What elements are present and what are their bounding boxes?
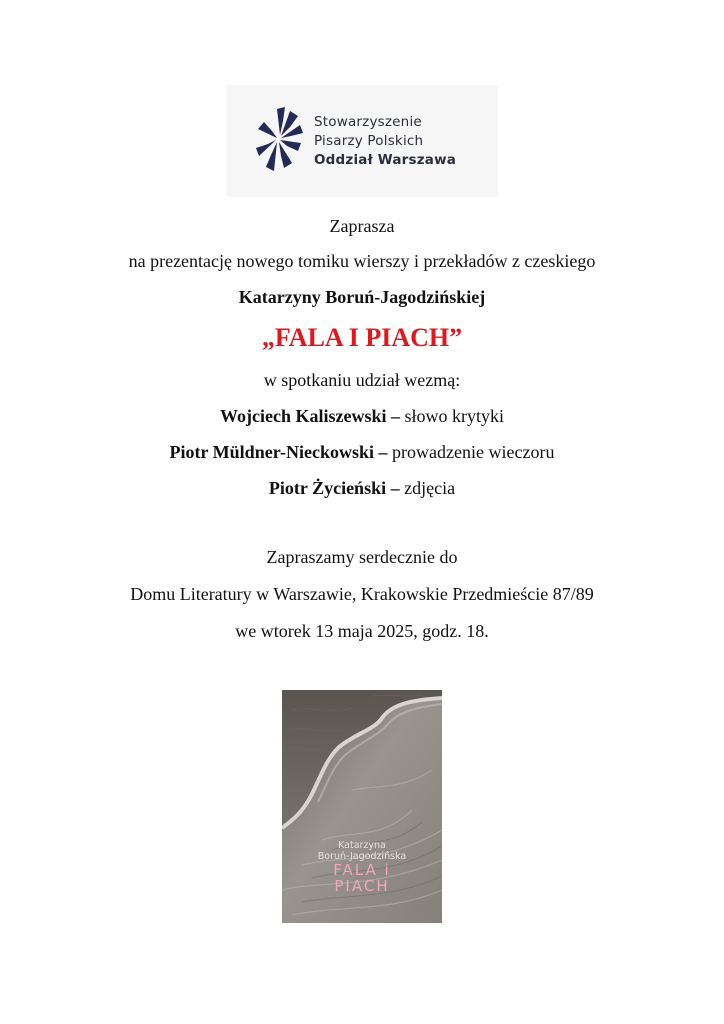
participant-separator: – bbox=[386, 406, 405, 426]
participant-role: słowo krytyki bbox=[404, 406, 504, 426]
association-logo bbox=[226, 85, 498, 197]
association-name bbox=[314, 113, 456, 170]
participant-role: prowadzenie wieczoru bbox=[392, 442, 555, 462]
participant-name: Piotr Müldner-Nieckowski bbox=[169, 442, 375, 462]
book-title: „FALA I PIACH” bbox=[261, 323, 463, 352]
book-cover-image bbox=[282, 690, 442, 923]
cover-title-line-2: PIACH bbox=[334, 877, 390, 895]
cover-author-line-1: Katarzyna bbox=[338, 840, 386, 851]
participant-name: Piotr Życieński bbox=[268, 478, 387, 498]
author-name: Katarzyny Boruń-Jagodzińskiej bbox=[238, 287, 486, 307]
association-star-icon bbox=[256, 107, 304, 173]
participant-line bbox=[0, 442, 724, 463]
participant-line bbox=[0, 406, 724, 427]
cover-author-line-2: Boruń-Jagodzińska bbox=[317, 851, 407, 862]
intro-text: Zaprasza bbox=[329, 216, 395, 236]
presentation-text: na prezentację nowego tomiku wierszy i przekładów z czeskiego bbox=[128, 251, 596, 271]
date-text: we wtorek 13 maja 2025, godz. 18. bbox=[235, 621, 489, 641]
venue-text: Domu Literatury w Warszawie, Krakowskie Przedmieście 87/89 bbox=[130, 584, 594, 604]
logo-line-3: Oddział Warszawa bbox=[314, 152, 457, 168]
participant-name: Wojciech Kaliszewski bbox=[220, 406, 387, 426]
logo-line-1: Stowarzyszenie bbox=[314, 114, 422, 130]
logo-line-2: Pisarzy Polskich bbox=[314, 133, 424, 149]
cover-title-line-1: FALA i bbox=[333, 861, 391, 879]
participant-separator: – bbox=[386, 478, 405, 498]
participant-line bbox=[0, 478, 724, 499]
participant-role: zdjęcia bbox=[404, 478, 456, 498]
participant-separator: – bbox=[374, 442, 393, 462]
welcome-text: Zapraszamy serdecznie do bbox=[266, 547, 458, 567]
participants-intro: w spotkaniu udział wezmą: bbox=[263, 370, 461, 390]
